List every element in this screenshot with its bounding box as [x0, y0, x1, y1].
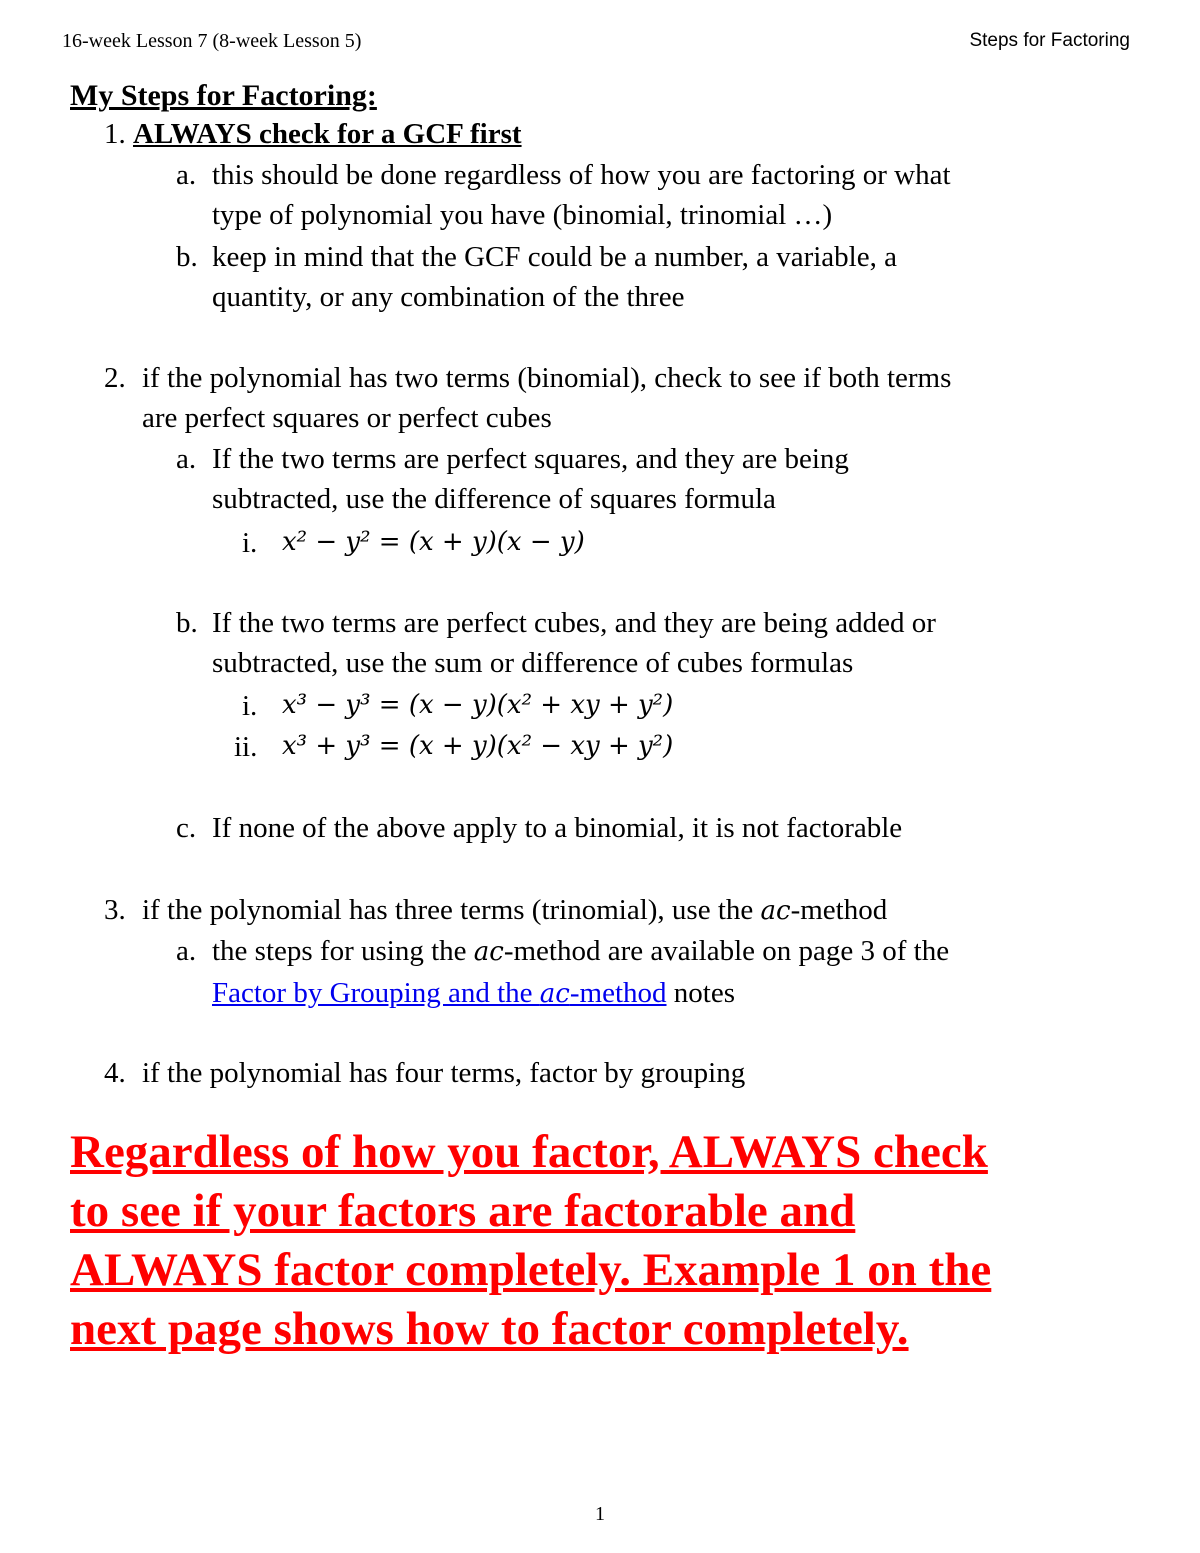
warning-line-3: ALWAYS factor completely. Example 1 on the — [70, 1244, 992, 1296]
ac-math: ac — [473, 937, 504, 967]
step-1a-line-1: this should be done regardless of how you are factoring or what — [212, 159, 951, 191]
header-left: 16-week Lesson 7 (8-week Lesson 5) — [62, 30, 362, 52]
step-2b-line-2: subtracted, use the sum or difference of cubes formulas — [212, 647, 854, 679]
step-1a-label: a. — [176, 159, 197, 191]
warning-line-1: Regardless of how you factor, ALWAYS check — [70, 1126, 988, 1178]
step-4-number: 4. — [104, 1057, 126, 1089]
step-3-text-before: if the polynomial has three terms (trinomial), use the — [142, 894, 761, 926]
warning-line-4: next page shows how to factor completely. — [70, 1303, 909, 1355]
step-2-number: 2. — [104, 362, 126, 394]
step-2a-line-2: subtracted, use the difference of squares formula — [212, 483, 776, 515]
step-3-text — [142, 892, 887, 929]
ac-math: ac — [760, 896, 791, 926]
step-2c-line-1: If none of the above apply to a binomial, it is not factorable — [212, 812, 903, 844]
step-2-line-2: are perfect squares or perfect cubes — [142, 402, 552, 434]
step-2b-label: b. — [176, 607, 198, 639]
step-2-line-1: if the polynomial has two terms (binomial), check to see if both terms — [142, 362, 952, 394]
step-1b-line-2: quantity, or any combination of the three — [212, 281, 685, 313]
difference-of-cubes-formula: x³ − y³ = (x − y)(x² + xy + y²) — [282, 690, 674, 720]
step-1-text: ALWAYS check for a GCF first — [133, 118, 522, 150]
step-3a-line-2 — [212, 975, 735, 1012]
step-3a-after-link: notes — [666, 977, 735, 1009]
step-3a-label: a. — [176, 935, 197, 967]
page-title: My Steps for Factoring: — [70, 79, 377, 112]
step-2a-label: a. — [176, 443, 197, 475]
step-number: 1. — [104, 118, 126, 150]
formula-2b-i-label: i. — [242, 690, 258, 722]
step-2c-label: c. — [176, 812, 197, 844]
step-4-text: if the polynomial has four terms, factor by grouping — [142, 1057, 746, 1089]
step-3-number: 3. — [104, 894, 126, 926]
warning-line-2: to see if your factors are factorable and — [70, 1185, 856, 1237]
link-text-before: Factor by Grouping and the — [212, 977, 540, 1009]
factor-by-grouping-link[interactable] — [212, 977, 667, 1009]
step-3a-text-after: -method are available on page 3 of the — [503, 935, 950, 967]
step-1 — [104, 116, 522, 152]
difference-of-squares-formula: x² − y² = (x + y)(x − y) — [282, 527, 585, 557]
step-3-text-after: -method — [790, 894, 888, 926]
formula-2b-ii-label: ii. — [234, 731, 258, 763]
step-3a-line-1 — [212, 933, 949, 970]
page-number: 1 — [595, 1503, 605, 1525]
link-text-after: -method — [569, 977, 667, 1009]
step-1b-label: b. — [176, 241, 198, 273]
step-1b-line-1: keep in mind that the GCF could be a number, a variable, a — [212, 241, 897, 273]
sum-of-cubes-formula: x³ + y³ = (x + y)(x² − xy + y²) — [282, 731, 674, 761]
step-1a-line-2: type of polynomial you have (binomial, trinomial …) — [212, 199, 833, 231]
step-3a-text-before: the steps for using the — [212, 935, 474, 967]
link-ac-math: ac — [539, 979, 570, 1009]
step-2a-line-1: If the two terms are perfect squares, and they are being — [212, 443, 849, 475]
formula-2a-i-label: i. — [242, 527, 258, 559]
step-2b-line-1: If the two terms are perfect cubes, and they are being added or — [212, 607, 936, 639]
header-right: Steps for Factoring — [969, 30, 1130, 51]
